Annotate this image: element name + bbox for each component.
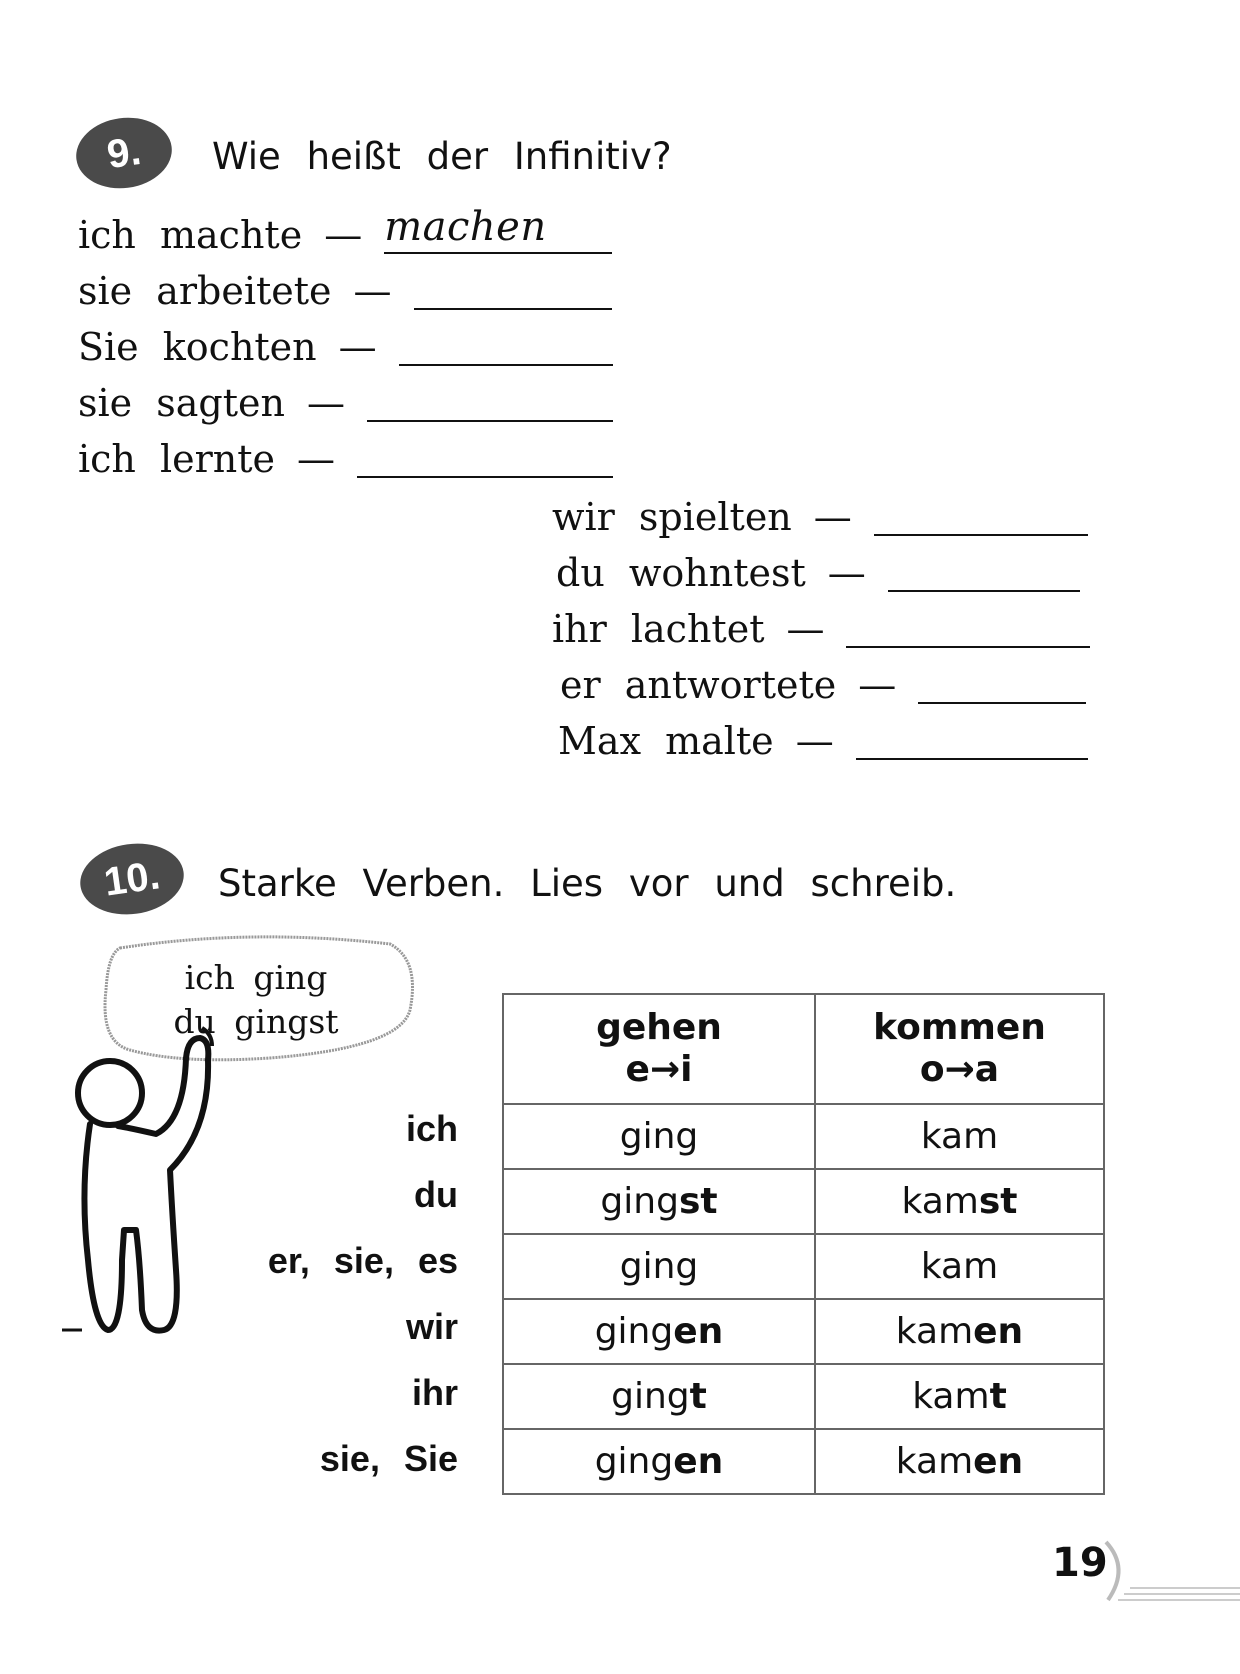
item-verb: sie arbeitete [78, 269, 332, 313]
answer-field[interactable] [846, 612, 1090, 648]
stem: kam [912, 1376, 990, 1417]
answer-field[interactable] [399, 330, 613, 366]
exercise-9-item [556, 550, 1080, 595]
stem: kam [895, 1441, 974, 1482]
item-dash: — [297, 437, 336, 481]
stem: ging [594, 1311, 674, 1352]
table-row [503, 1299, 1104, 1364]
gehen-form [503, 1364, 815, 1429]
item-verb: sie sagten [78, 381, 285, 425]
answer-field[interactable] [414, 274, 612, 310]
ending: en [673, 1311, 724, 1352]
pronoun-label: sie, Sie [319, 1438, 458, 1479]
exercise-9-item [78, 268, 612, 313]
table-header-row [503, 994, 1104, 1104]
kommen-form [815, 1169, 1104, 1234]
item-dash: — [306, 381, 345, 425]
exercise-9-item [560, 662, 1086, 707]
answer-field[interactable] [357, 442, 613, 478]
ending: t [689, 1376, 707, 1417]
answer-field[interactable] [918, 668, 1086, 704]
speech-line-1: ich ging [184, 958, 328, 997]
item-verb: wir spielten [552, 495, 792, 539]
header-verb: kommen [873, 1007, 1046, 1048]
item-verb: ich machte [78, 213, 303, 257]
table-row [503, 1234, 1104, 1299]
ending: en [973, 1311, 1024, 1352]
item-verb: er antwortete [560, 663, 837, 707]
item-verb: du wohntest [556, 551, 806, 595]
ending: en [973, 1441, 1024, 1482]
stem: kam [920, 1116, 999, 1157]
answer-field[interactable] [856, 724, 1088, 760]
pronoun-label: ich [405, 1108, 458, 1149]
ending: en [673, 1441, 724, 1482]
pronoun-label: wir [405, 1306, 458, 1347]
speech-line-2: du gingst [173, 1002, 339, 1041]
item-verb: Max malte [558, 719, 774, 763]
gehen-form [503, 1104, 815, 1169]
answer-field[interactable] [888, 556, 1080, 592]
answer-field[interactable] [874, 500, 1088, 536]
exercise-10-title: Starke Verben. Lies vor und schreib. [218, 862, 957, 905]
page-corner-decoration [1100, 1538, 1240, 1608]
table-row [503, 1429, 1104, 1494]
figure-body [84, 1038, 208, 1331]
item-dash: — [786, 607, 825, 651]
kommen-form [815, 1364, 1104, 1429]
kommen-form [815, 1429, 1104, 1494]
item-dash: — [353, 269, 392, 313]
conjugation-table [502, 993, 1105, 1495]
header-vowel-change: o→a [919, 1049, 1000, 1090]
table-row [503, 1104, 1104, 1169]
gehen-form [503, 1234, 815, 1299]
answer-field[interactable] [367, 386, 613, 422]
kommen-form [815, 1299, 1104, 1364]
ending: st [978, 1181, 1018, 1222]
table-row [503, 1169, 1104, 1234]
stem: kam [920, 1246, 999, 1287]
exercise-9-title: Wie heißt der Infinitiv? [212, 135, 672, 178]
exercise-9-item [78, 380, 613, 425]
stem: ging [600, 1181, 679, 1222]
stem: ging [611, 1376, 690, 1417]
header-kommen [815, 994, 1104, 1104]
item-dash: — [858, 663, 897, 707]
kommen-form [815, 1104, 1104, 1169]
header-gehen [503, 994, 815, 1104]
item-verb: ihr lachtet [552, 607, 765, 651]
exercise-10-number: 10. [101, 852, 163, 905]
header-vowel-change: e→i [625, 1049, 693, 1090]
pronoun-label: du [414, 1174, 458, 1215]
item-dash: — [827, 551, 866, 595]
kommen-form [815, 1234, 1104, 1299]
item-verb: ich lernte [78, 437, 276, 481]
gehen-form [503, 1299, 815, 1364]
exercise-9-item [78, 204, 612, 257]
exercise-9-item [558, 718, 1088, 763]
exercise-9-number: 9. [104, 128, 144, 177]
item-verb: Sie kochten [78, 325, 317, 369]
stem: ging [619, 1116, 699, 1157]
figure-head [78, 1061, 142, 1125]
exercise-9-item [552, 606, 1090, 651]
stem: kam [901, 1181, 979, 1222]
item-dash: — [795, 719, 834, 763]
exercise-9-badge [72, 112, 177, 195]
speech-bubble [106, 940, 406, 1060]
ending: st [678, 1181, 718, 1222]
item-dash: — [324, 213, 363, 257]
header-verb: gehen [596, 1007, 722, 1048]
table-row [503, 1364, 1104, 1429]
item-dash: — [338, 325, 377, 369]
item-dash: — [813, 495, 852, 539]
gehen-form [503, 1429, 815, 1494]
answer-field[interactable] [384, 204, 612, 254]
page-number: 19 [1052, 1540, 1108, 1586]
gehen-form [503, 1169, 815, 1234]
pronoun-label: er, sie, es [267, 1240, 458, 1281]
stem: ging [619, 1246, 699, 1287]
exercise-9-item [78, 436, 613, 481]
exercise-9-item [552, 494, 1088, 539]
stem: kam [895, 1311, 974, 1352]
exercise-9-item [78, 324, 613, 369]
stem: ging [594, 1441, 674, 1482]
pronoun-label: ihr [411, 1372, 458, 1413]
handwritten-answer: machen [384, 204, 547, 250]
exercise-10-badge [76, 837, 189, 921]
ending: t [989, 1376, 1007, 1417]
